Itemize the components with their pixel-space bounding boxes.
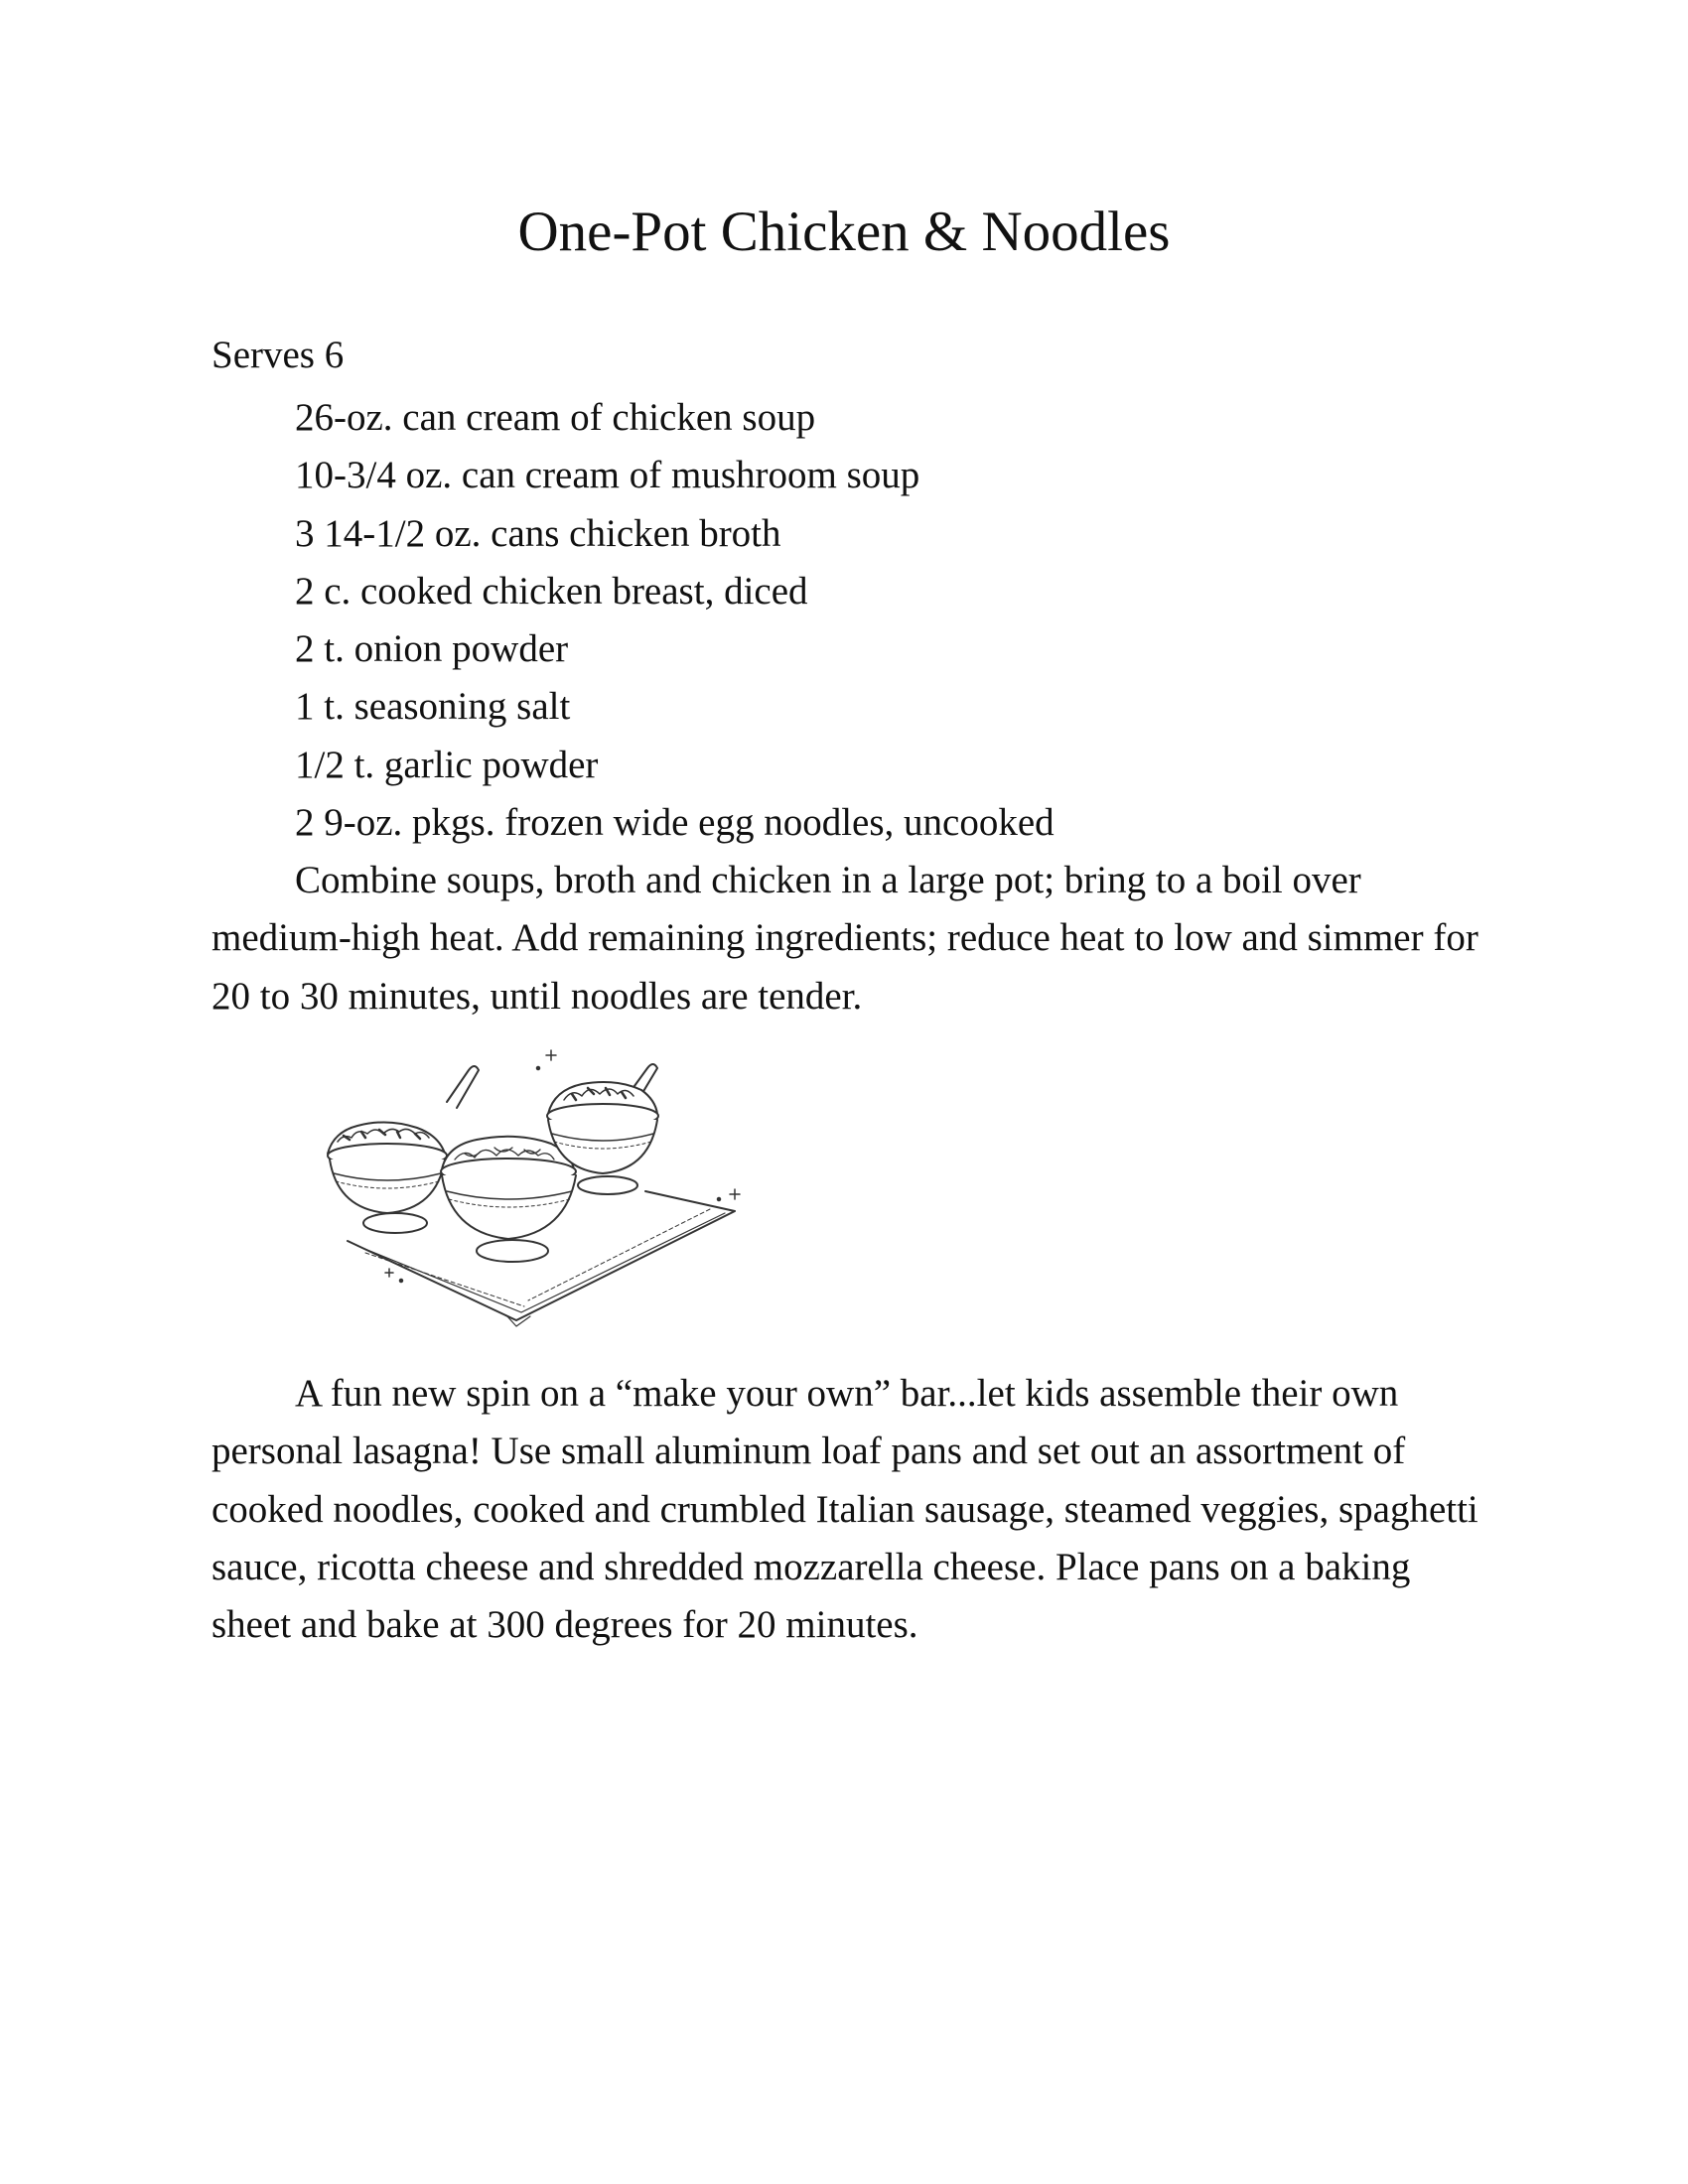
- tip-paragraph: A fun new spin on a “make your own” bar...let kids assemble their own personal lasagna! Use small aluminum loaf pans and set out an assortment of cooked noodles, cooked and crumbled Italian sausage, steamed veggies, spaghetti sauce, ricotta cheese and shredded mozzarella cheese. Place pans on a baking sheet and bake at 300 degrees for 20 minutes.: [211, 1372, 1478, 1647]
- ingredient-item: 2 c. cooked chicken breast, diced: [295, 569, 808, 613]
- ingredient-item: 2 9-oz. pkgs. frozen wide egg noodles, uncooked: [295, 801, 1055, 845]
- ingredient-item: 1/2 t. garlic powder: [295, 743, 599, 786]
- noodle-bowls-illustration: [318, 1042, 755, 1330]
- ingredient-item: 2 t. onion powder: [295, 627, 569, 671]
- ingredient-item: 26-oz. can cream of chicken soup: [295, 396, 816, 439]
- ingredient-list: [295, 389, 1055, 852]
- ingredient-item: 3 14-1/2 oz. cans chicken broth: [295, 511, 781, 555]
- ingredient-item: 1 t. seasoning salt: [295, 685, 571, 729]
- middle-bowl-icon: [441, 1137, 576, 1262]
- serves-line: Serves 6: [211, 334, 345, 376]
- recipe-title: One-Pot Chicken & Noodles: [517, 201, 1171, 263]
- directions-paragraph: Combine soups, broth and chicken in a large pot; bring to a boil over medium-high heat. Add remaining ingredients; reduce heat to low and simmer for 20 to 30 minutes, until noodles are tender.: [211, 859, 1478, 1018]
- ingredient-item: 10-3/4 oz. can cream of mushroom soup: [295, 454, 920, 497]
